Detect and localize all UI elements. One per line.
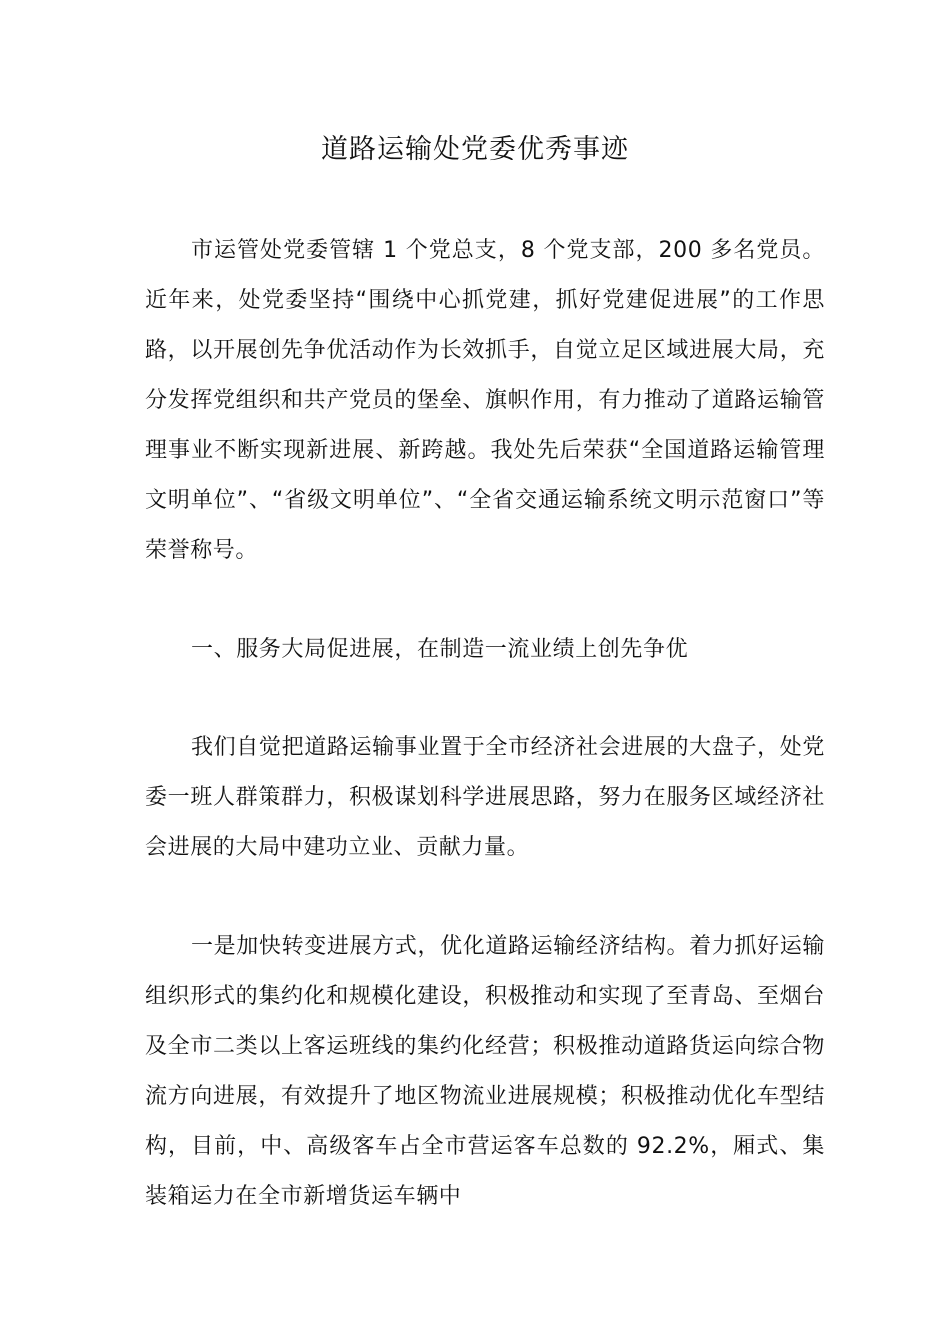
document-title: 道路运输处党委优秀事迹	[321, 134, 629, 165]
paragraph-section-1-intro: 我们自觉把道路运输事业置于全市经济社会进展的大盘子，处党委一班人群策群力，积极谋划科学进展思路，努力在服务区域经济社会进展的大局中建功立业、贡献力量。	[145, 735, 825, 860]
paragraph-intro: 市运管处党委管辖 1 个党总支，8 个党支部，200 多名党员。近年来，处党委坚持“围绕中心抓党建，抓好党建促进展”的工作思路，以开展创先争优活动作为长效抓手，自觉立足区域进展大局，充分发挥党组织和共产党员的堡垒、旗帜作用，有力推动了道路运输管理事业不断实现新进展、新跨越。我处先后荣获“全国道路运输管理文明单位”、“省级文明单位”、“全省交通运输系统文明示范窗口”等荣誉称号。	[145, 238, 825, 563]
section-heading-1: 一、服务大局促进展，在制造一流业绩上创先争优	[191, 637, 689, 662]
paragraph-point-1: 一是加快转变进展方式，优化道路运输经济结构。着力抓好运输组织形式的集约化和规模化建设，积极推动和实现了至青岛、至烟台及全市二类以上客运班线的集约化经营；积极推动道路货运向综合物流方向进展，有效提升了地区物流业进展规模；积极推动优化车型结构，目前，中、高级客车占全市营运客车总数的 92.2%，厢式、集装箱运力在全市新增货运车辆中	[145, 934, 825, 1209]
